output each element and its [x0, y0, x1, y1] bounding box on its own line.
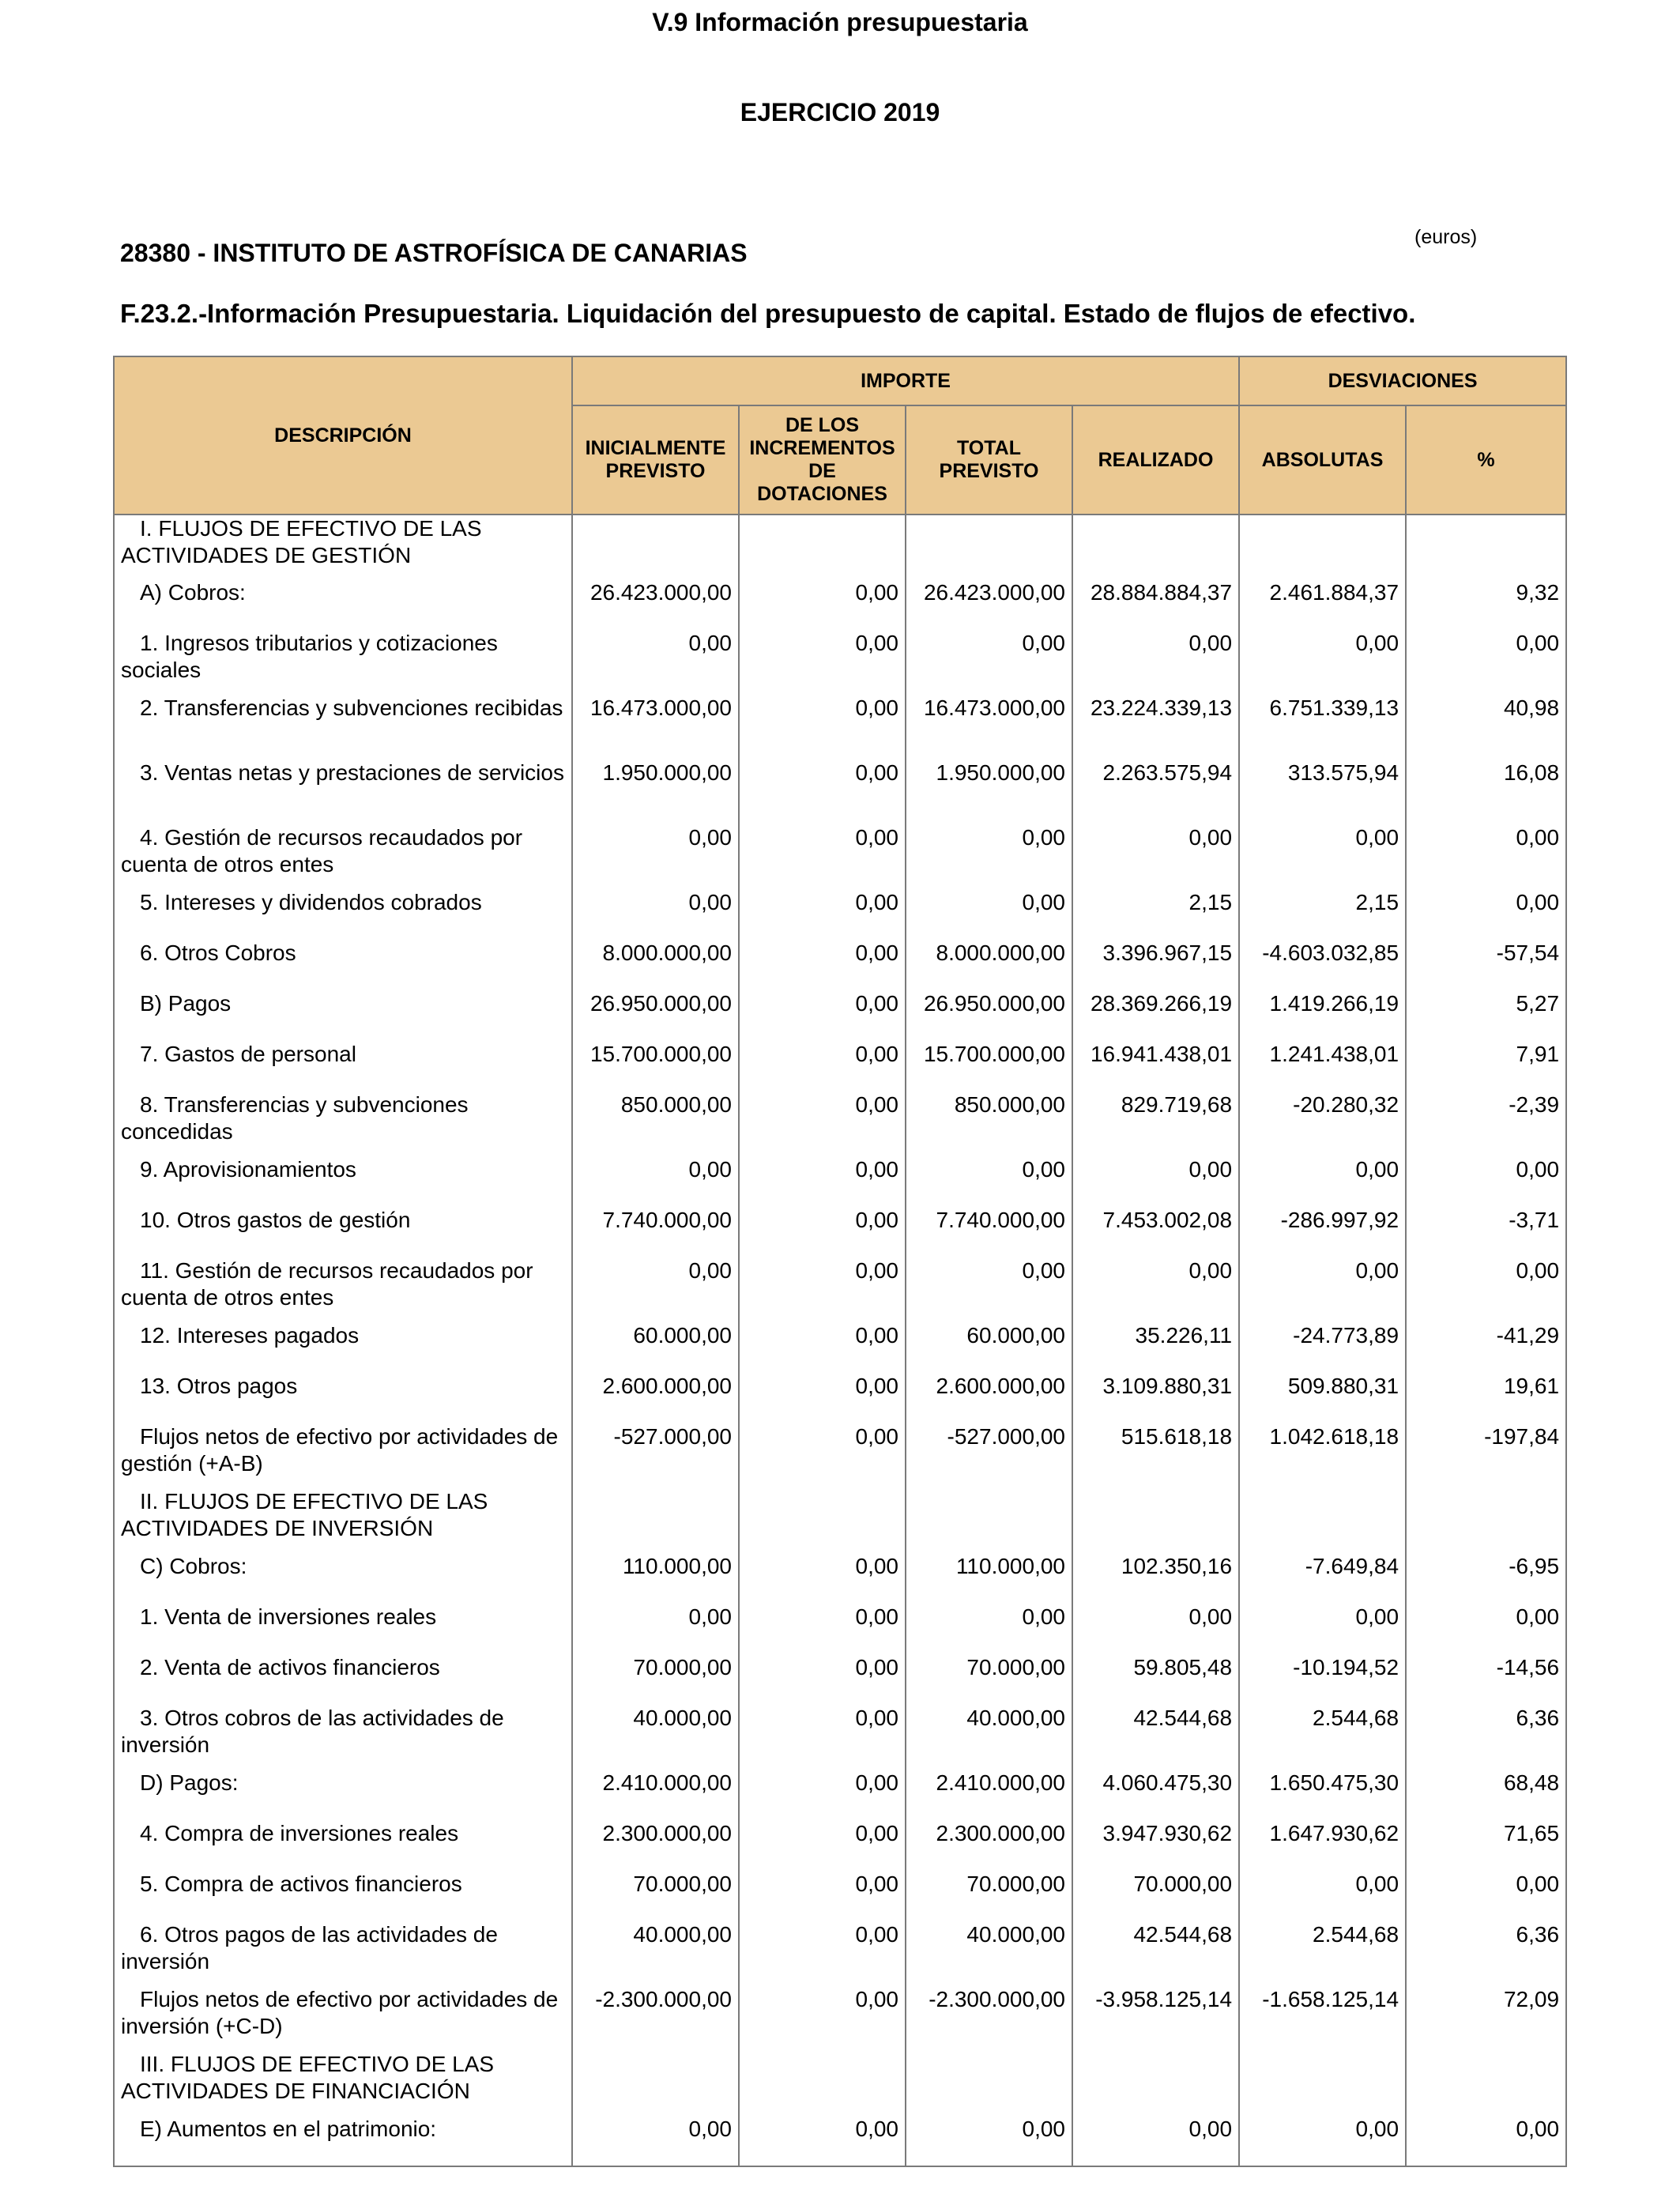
cell-absolutas: 1.650.475,30	[1239, 1770, 1406, 1820]
cell-realizado	[1072, 1488, 1239, 1553]
cell-incrementos: 0,00	[739, 1207, 906, 1257]
cell-descripcion	[114, 1705, 572, 1770]
cell-total-previsto: 16.473.000,00	[906, 695, 1072, 760]
cell-descripcion	[114, 1257, 572, 1322]
cell-inicialmente-previsto: 2.600.000,00	[572, 1373, 739, 1423]
cell-absolutas: 1.419.266,19	[1239, 990, 1406, 1041]
cell-descripcion	[114, 1373, 572, 1423]
cell-total-previsto: 0,00	[906, 1257, 1072, 1322]
table-row	[114, 760, 1566, 824]
header-incrementos: DE LOS INCREMENTOS DE DOTACIONES	[739, 405, 906, 515]
cell-porcentaje: 0,00	[1406, 1257, 1566, 1322]
cell-inicialmente-previsto	[572, 2051, 739, 2116]
cell-descripcion	[114, 889, 572, 940]
table-row	[114, 824, 1566, 889]
cell-descripcion	[114, 1322, 572, 1373]
cell-realizado: 3.396.967,15	[1072, 940, 1239, 990]
header-realizado: REALIZADO	[1072, 405, 1239, 515]
cell-total-previsto: 850.000,00	[906, 1091, 1072, 1156]
row-description: 3. Ventas netas y prestaciones de servicios	[140, 760, 564, 785]
cell-absolutas: 1.042.618,18	[1239, 1423, 1406, 1488]
table-row	[114, 1654, 1566, 1705]
cell-realizado: 102.350,16	[1072, 1553, 1239, 1604]
cell-total-previsto: 70.000,00	[906, 1654, 1072, 1705]
row-description: 7. Gastos de personal	[140, 1042, 356, 1066]
table-row	[114, 1986, 1566, 2051]
cell-absolutas: -1.658.125,14	[1239, 1986, 1406, 2051]
cell-realizado: 28.369.266,19	[1072, 990, 1239, 1041]
cell-total-previsto: 40.000,00	[906, 1921, 1072, 1986]
cell-descripcion	[114, 1871, 572, 1921]
row-description: 1. Venta de inversiones reales	[140, 1604, 437, 1629]
cell-absolutas: 313.575,94	[1239, 760, 1406, 824]
cell-total-previsto: -2.300.000,00	[906, 1986, 1072, 2051]
cell-incrementos: 0,00	[739, 1373, 906, 1423]
cell-absolutas: -20.280,32	[1239, 1091, 1406, 1156]
cell-incrementos: 0,00	[739, 1604, 906, 1654]
cell-inicialmente-previsto: 110.000,00	[572, 1553, 739, 1604]
cell-porcentaje: -57,54	[1406, 940, 1566, 990]
table-header	[114, 356, 1566, 515]
cell-absolutas: 0,00	[1239, 630, 1406, 695]
row-description: 4. Gestión de recursos recaudados por cuenta de otros entes	[121, 825, 523, 876]
cell-incrementos: 0,00	[739, 940, 906, 990]
cell-realizado: 4.060.475,30	[1072, 1770, 1239, 1820]
table-row	[114, 1257, 1566, 1322]
header-absolutas: ABSOLUTAS	[1239, 405, 1406, 515]
cell-descripcion	[114, 1604, 572, 1654]
table-row	[114, 1488, 1566, 1553]
cell-porcentaje: 0,00	[1406, 824, 1566, 889]
cell-inicialmente-previsto: 1.950.000,00	[572, 760, 739, 824]
cell-inicialmente-previsto: 2.410.000,00	[572, 1770, 739, 1820]
cell-realizado: 16.941.438,01	[1072, 1041, 1239, 1091]
cell-total-previsto: 2.300.000,00	[906, 1820, 1072, 1871]
row-description: 13. Otros pagos	[140, 1374, 298, 1398]
cell-realizado: 23.224.339,13	[1072, 695, 1239, 760]
cell-absolutas: 2,15	[1239, 889, 1406, 940]
table-row	[114, 2116, 1566, 2166]
cell-descripcion	[114, 824, 572, 889]
cell-total-previsto	[906, 1488, 1072, 1553]
table-row	[114, 1871, 1566, 1921]
table-row	[114, 1322, 1566, 1373]
cell-realizado: 7.453.002,08	[1072, 1207, 1239, 1257]
cell-inicialmente-previsto: 70.000,00	[572, 1654, 739, 1705]
cell-descripcion	[114, 940, 572, 990]
cell-inicialmente-previsto: -2.300.000,00	[572, 1986, 739, 2051]
cell-inicialmente-previsto: 0,00	[572, 889, 739, 940]
cell-realizado	[1072, 515, 1239, 579]
cell-descripcion	[114, 515, 572, 579]
cell-absolutas: 0,00	[1239, 824, 1406, 889]
cell-descripcion	[114, 1654, 572, 1705]
cell-realizado: 829.719,68	[1072, 1091, 1239, 1156]
cash-flow-table	[113, 356, 1567, 2167]
cell-total-previsto: 40.000,00	[906, 1705, 1072, 1770]
cell-incrementos	[739, 515, 906, 579]
cell-porcentaje: 9,32	[1406, 579, 1566, 630]
cell-absolutas	[1239, 515, 1406, 579]
cell-incrementos: 0,00	[739, 1871, 906, 1921]
cell-realizado: 3.947.930,62	[1072, 1820, 1239, 1871]
cell-absolutas: -286.997,92	[1239, 1207, 1406, 1257]
cell-absolutas: 2.461.884,37	[1239, 579, 1406, 630]
row-description: I. FLUJOS DE EFECTIVO DE LAS ACTIVIDADES DE GESTIÓN	[121, 516, 482, 567]
cell-absolutas	[1239, 1488, 1406, 1553]
row-description: 8. Transferencias y subvenciones concedidas	[121, 1092, 469, 1144]
row-description: 12. Intereses pagados	[140, 1323, 360, 1348]
cell-descripcion	[114, 579, 572, 630]
cell-porcentaje: 0,00	[1406, 889, 1566, 940]
row-description: 5. Intereses y dividendos cobrados	[140, 890, 482, 914]
cell-inicialmente-previsto: 0,00	[572, 1257, 739, 1322]
cell-descripcion	[114, 2051, 572, 2116]
cell-porcentaje: 0,00	[1406, 1871, 1566, 1921]
cell-porcentaje: 6,36	[1406, 1921, 1566, 1986]
table-row	[114, 1091, 1566, 1156]
cell-porcentaje: 72,09	[1406, 1986, 1566, 2051]
cell-absolutas	[1239, 2051, 1406, 2116]
cell-total-previsto: 0,00	[906, 2116, 1072, 2166]
cell-descripcion	[114, 1488, 572, 1553]
cell-inicialmente-previsto: 40.000,00	[572, 1705, 739, 1770]
cell-porcentaje	[1406, 1488, 1566, 1553]
cell-incrementos: 0,00	[739, 1654, 906, 1705]
cell-inicialmente-previsto: 16.473.000,00	[572, 695, 739, 760]
cell-total-previsto: 0,00	[906, 1156, 1072, 1207]
cell-porcentaje: -3,71	[1406, 1207, 1566, 1257]
cell-inicialmente-previsto: 26.423.000,00	[572, 579, 739, 630]
cell-inicialmente-previsto: 8.000.000,00	[572, 940, 739, 990]
cell-absolutas: -4.603.032,85	[1239, 940, 1406, 990]
report-title: F.23.2.-Información Presupuestaria. Liquidación del presupuesto de capital. Estado de flujos de efectivo.	[120, 299, 1416, 328]
cell-inicialmente-previsto	[572, 1488, 739, 1553]
cell-descripcion	[114, 990, 572, 1041]
table-row	[114, 889, 1566, 940]
cell-porcentaje: 71,65	[1406, 1820, 1566, 1871]
cell-incrementos: 0,00	[739, 1423, 906, 1488]
cell-porcentaje: 0,00	[1406, 1604, 1566, 1654]
cell-descripcion	[114, 1921, 572, 1986]
table-row	[114, 1705, 1566, 1770]
row-description: D) Pagos:	[140, 1770, 239, 1795]
header-desviaciones: DESVIACIONES	[1239, 356, 1566, 405]
cell-porcentaje: -2,39	[1406, 1091, 1566, 1156]
cell-absolutas: 1.241.438,01	[1239, 1041, 1406, 1091]
cell-descripcion	[114, 1986, 572, 2051]
cell-total-previsto: -527.000,00	[906, 1423, 1072, 1488]
cell-realizado: 28.884.884,37	[1072, 579, 1239, 630]
cell-total-previsto: 26.423.000,00	[906, 579, 1072, 630]
cell-absolutas: -10.194,52	[1239, 1654, 1406, 1705]
cell-descripcion	[114, 2116, 572, 2166]
cell-total-previsto: 2.410.000,00	[906, 1770, 1072, 1820]
cell-incrementos: 0,00	[739, 990, 906, 1041]
cell-realizado: 70.000,00	[1072, 1871, 1239, 1921]
cell-total-previsto: 70.000,00	[906, 1871, 1072, 1921]
cell-inicialmente-previsto: 7.740.000,00	[572, 1207, 739, 1257]
cell-realizado: 35.226,11	[1072, 1322, 1239, 1373]
fiscal-year-title: EJERCICIO 2019	[740, 98, 940, 126]
cell-total-previsto: 0,00	[906, 630, 1072, 695]
header-importe: IMPORTE	[572, 356, 1239, 405]
cell-absolutas: 509.880,31	[1239, 1373, 1406, 1423]
cell-inicialmente-previsto: 60.000,00	[572, 1322, 739, 1373]
cell-incrementos: 0,00	[739, 1156, 906, 1207]
cell-realizado: 0,00	[1072, 2116, 1239, 2166]
cell-realizado: 2.263.575,94	[1072, 760, 1239, 824]
cell-porcentaje: 0,00	[1406, 630, 1566, 695]
cell-absolutas: 0,00	[1239, 1871, 1406, 1921]
table-row	[114, 579, 1566, 630]
row-description: 5. Compra de activos financieros	[140, 1872, 462, 1896]
cell-realizado: 515.618,18	[1072, 1423, 1239, 1488]
cell-incrementos: 0,00	[739, 1820, 906, 1871]
cell-absolutas: 6.751.339,13	[1239, 695, 1406, 760]
cell-absolutas: 2.544,68	[1239, 1921, 1406, 1986]
cell-inicialmente-previsto: 0,00	[572, 1156, 739, 1207]
cell-descripcion	[114, 1207, 572, 1257]
header-inicialmente-previsto: INICIALMENTE PREVISTO	[572, 405, 739, 515]
cell-porcentaje: -6,95	[1406, 1553, 1566, 1604]
cell-realizado: -3.958.125,14	[1072, 1986, 1239, 2051]
cell-porcentaje: 7,91	[1406, 1041, 1566, 1091]
cell-incrementos: 0,00	[739, 824, 906, 889]
cell-incrementos	[739, 1488, 906, 1553]
cell-descripcion	[114, 1423, 572, 1488]
cell-inicialmente-previsto: 70.000,00	[572, 1871, 739, 1921]
cell-descripcion	[114, 1091, 572, 1156]
table-row	[114, 1207, 1566, 1257]
cell-porcentaje	[1406, 2051, 1566, 2116]
cell-incrementos: 0,00	[739, 1041, 906, 1091]
table-row	[114, 1604, 1566, 1654]
table-row	[114, 1770, 1566, 1820]
cell-incrementos: 0,00	[739, 579, 906, 630]
cell-total-previsto: 15.700.000,00	[906, 1041, 1072, 1091]
row-description: Flujos netos de efectivo por actividades de gestión (+A-B)	[121, 1424, 559, 1476]
cell-realizado: 42.544,68	[1072, 1705, 1239, 1770]
row-description: 10. Otros gastos de gestión	[140, 1208, 411, 1232]
header-total-previsto: TOTAL PREVISTO	[906, 405, 1072, 515]
table-row	[114, 1373, 1566, 1423]
cell-realizado: 42.544,68	[1072, 1921, 1239, 1986]
cell-incrementos: 0,00	[739, 1257, 906, 1322]
cell-total-previsto: 7.740.000,00	[906, 1207, 1072, 1257]
cell-absolutas: 0,00	[1239, 1257, 1406, 1322]
cell-total-previsto: 1.950.000,00	[906, 760, 1072, 824]
cell-total-previsto	[906, 2051, 1072, 2116]
row-description: 3. Otros cobros de las actividades de inversión	[121, 1706, 504, 1757]
row-description: 2. Venta de activos financieros	[140, 1655, 440, 1679]
row-description: 9. Aprovisionamientos	[140, 1157, 356, 1182]
cell-realizado: 0,00	[1072, 824, 1239, 889]
cell-porcentaje: 0,00	[1406, 1156, 1566, 1207]
cell-porcentaje: 19,61	[1406, 1373, 1566, 1423]
cell-incrementos: 0,00	[739, 760, 906, 824]
header-porcentaje: %	[1406, 405, 1566, 515]
cell-incrementos: 0,00	[739, 1322, 906, 1373]
cell-inicialmente-previsto: 15.700.000,00	[572, 1041, 739, 1091]
table-row	[114, 1553, 1566, 1604]
units-note: (euros)	[1414, 226, 1478, 248]
cell-total-previsto: 26.950.000,00	[906, 990, 1072, 1041]
cell-inicialmente-previsto	[572, 515, 739, 579]
cell-inicialmente-previsto: 2.300.000,00	[572, 1820, 739, 1871]
cell-inicialmente-previsto: 0,00	[572, 1604, 739, 1654]
table-row	[114, 990, 1566, 1041]
cell-incrementos: 0,00	[739, 2116, 906, 2166]
cell-porcentaje: 16,08	[1406, 760, 1566, 824]
cell-descripcion	[114, 760, 572, 824]
cell-incrementos: 0,00	[739, 630, 906, 695]
cell-incrementos: 0,00	[739, 1553, 906, 1604]
cell-absolutas: -24.773,89	[1239, 1322, 1406, 1373]
document-title: V.9 Información presupuestaria	[652, 8, 1028, 36]
row-description: E) Aumentos en el patrimonio:	[140, 2117, 437, 2141]
cell-inicialmente-previsto: 850.000,00	[572, 1091, 739, 1156]
cell-descripcion	[114, 630, 572, 695]
cell-inicialmente-previsto: 40.000,00	[572, 1921, 739, 1986]
cell-total-previsto: 8.000.000,00	[906, 940, 1072, 990]
table-row	[114, 1041, 1566, 1091]
table-body	[114, 515, 1566, 2166]
row-description: 1. Ingresos tributarios y cotizaciones sociales	[121, 631, 498, 682]
table-row	[114, 940, 1566, 990]
row-description: 11. Gestión de recursos recaudados por cuenta de otros entes	[121, 1258, 533, 1310]
table-row	[114, 695, 1566, 760]
table-row	[114, 1820, 1566, 1871]
row-description: 6. Otros Cobros	[140, 941, 296, 965]
cell-absolutas: 0,00	[1239, 2116, 1406, 2166]
row-description: 4. Compra de inversiones reales	[140, 1821, 459, 1845]
cell-porcentaje: -41,29	[1406, 1322, 1566, 1373]
cell-incrementos: 0,00	[739, 1921, 906, 1986]
cell-porcentaje	[1406, 515, 1566, 579]
cell-inicialmente-previsto: 26.950.000,00	[572, 990, 739, 1041]
cell-total-previsto: 0,00	[906, 1604, 1072, 1654]
cell-inicialmente-previsto: 0,00	[572, 824, 739, 889]
cell-inicialmente-previsto: 0,00	[572, 2116, 739, 2166]
row-description: A) Cobros:	[140, 580, 246, 605]
cell-porcentaje: 5,27	[1406, 990, 1566, 1041]
table-row	[114, 1921, 1566, 1986]
cell-realizado: 59.805,48	[1072, 1654, 1239, 1705]
cell-incrementos: 0,00	[739, 889, 906, 940]
table-row	[114, 2051, 1566, 2116]
row-description: II. FLUJOS DE EFECTIVO DE LAS ACTIVIDADES DE INVERSIÓN	[121, 1489, 488, 1540]
cell-porcentaje: -14,56	[1406, 1654, 1566, 1705]
cell-descripcion	[114, 1156, 572, 1207]
cell-porcentaje: 6,36	[1406, 1705, 1566, 1770]
cell-realizado: 0,00	[1072, 1257, 1239, 1322]
cell-total-previsto: 2.600.000,00	[906, 1373, 1072, 1423]
cell-descripcion	[114, 1553, 572, 1604]
row-description: Flujos netos de efectivo por actividades de inversión (+C-D)	[121, 1987, 559, 2038]
cell-incrementos: 0,00	[739, 1705, 906, 1770]
table-row	[114, 1423, 1566, 1488]
cell-inicialmente-previsto: 0,00	[572, 630, 739, 695]
cell-realizado: 2,15	[1072, 889, 1239, 940]
entity-name: 28380 - INSTITUTO DE ASTROFÍSICA DE CANARIAS	[120, 239, 748, 267]
table-row	[114, 630, 1566, 695]
cell-incrementos: 0,00	[739, 1986, 906, 2051]
cell-total-previsto	[906, 515, 1072, 579]
row-description: 6. Otros pagos de las actividades de inversión	[121, 1922, 498, 1973]
cell-incrementos: 0,00	[739, 695, 906, 760]
table-row	[114, 1156, 1566, 1207]
cell-total-previsto: 0,00	[906, 889, 1072, 940]
cell-absolutas: 2.544,68	[1239, 1705, 1406, 1770]
cell-descripcion	[114, 1041, 572, 1091]
table-row	[114, 515, 1566, 579]
cell-incrementos: 0,00	[739, 1770, 906, 1820]
cell-incrementos	[739, 2051, 906, 2116]
cell-realizado: 3.109.880,31	[1072, 1373, 1239, 1423]
row-description: III. FLUJOS DE EFECTIVO DE LAS ACTIVIDADES DE FINANCIACIÓN	[121, 2052, 495, 2103]
cell-total-previsto: 0,00	[906, 824, 1072, 889]
cell-porcentaje: -197,84	[1406, 1423, 1566, 1488]
cell-absolutas: 1.647.930,62	[1239, 1820, 1406, 1871]
cell-realizado	[1072, 2051, 1239, 2116]
cell-absolutas: 0,00	[1239, 1156, 1406, 1207]
cell-porcentaje: 0,00	[1406, 2116, 1566, 2166]
cell-porcentaje: 40,98	[1406, 695, 1566, 760]
row-description: B) Pagos	[140, 991, 232, 1016]
cell-inicialmente-previsto: -527.000,00	[572, 1423, 739, 1488]
cell-porcentaje: 68,48	[1406, 1770, 1566, 1820]
cell-total-previsto: 60.000,00	[906, 1322, 1072, 1373]
cell-descripcion	[114, 1820, 572, 1871]
row-description: C) Cobros:	[140, 1554, 247, 1578]
cell-descripcion	[114, 695, 572, 760]
cell-realizado: 0,00	[1072, 630, 1239, 695]
header-descripcion: DESCRIPCIÓN	[114, 356, 572, 515]
cell-descripcion	[114, 1770, 572, 1820]
cell-absolutas: 0,00	[1239, 1604, 1406, 1654]
cell-realizado: 0,00	[1072, 1604, 1239, 1654]
cell-total-previsto: 110.000,00	[906, 1553, 1072, 1604]
cell-incrementos: 0,00	[739, 1091, 906, 1156]
cell-absolutas: -7.649,84	[1239, 1553, 1406, 1604]
cell-realizado: 0,00	[1072, 1156, 1239, 1207]
row-description: 2. Transferencias y subvenciones recibidas	[140, 696, 563, 720]
